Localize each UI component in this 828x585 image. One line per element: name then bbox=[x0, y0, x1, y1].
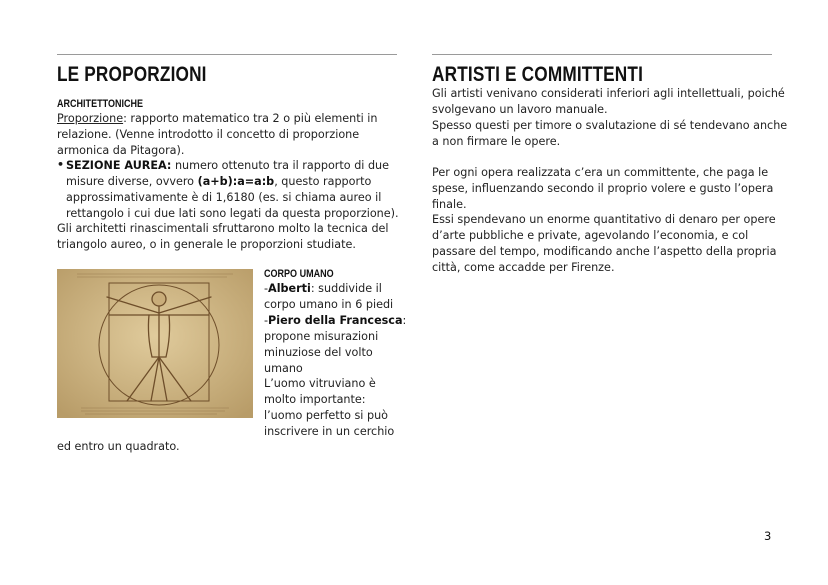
committenti-line-4: Essi spendevano un enorme quantitativo di denaro per opere bbox=[432, 213, 776, 226]
right-divider bbox=[432, 54, 772, 55]
corpo-line-6: umano bbox=[264, 362, 303, 375]
architetti-line-2: triangolo aureo, o in generale le proporzioni studiate. bbox=[57, 238, 356, 251]
proporzione-line-2: relazione. (Venne introdotto il concetto di proporzione bbox=[57, 128, 360, 141]
vitruvian-drawing bbox=[57, 269, 253, 418]
corpo-line-7: L’uomo vitruviano è bbox=[264, 377, 376, 390]
sezione-aurea-line-3: approssimativamente è di 1,6180 (es. si chiama aureo il bbox=[66, 191, 382, 204]
corpo-line-4: propone misurazioni bbox=[264, 330, 379, 343]
artisti-line-2: svolgevano un lavoro manuale. bbox=[432, 103, 608, 116]
proporzione-def: : rapporto matematico tra 2 o più elementi in bbox=[123, 112, 378, 125]
committenti-line-1: Per ogni opera realizzata c’era un committente, che paga le bbox=[432, 166, 769, 179]
piero-line bbox=[264, 313, 406, 329]
proporzione-line-3: armonica da Pitagora). bbox=[57, 144, 185, 157]
right-title: ARTISTI E COMMITTENTI bbox=[432, 63, 644, 86]
sezione-aurea-line-4: rettangolo i cui due lati sono legati da questa proporzione). bbox=[66, 207, 399, 220]
left-title: LE PROPORZIONI bbox=[57, 63, 207, 86]
artisti-line-4: a non firmare le opere. bbox=[432, 135, 561, 148]
corpo-line-5: minuziose del volto bbox=[264, 346, 373, 359]
vitruvian-man-image bbox=[57, 269, 253, 418]
dash-1: - bbox=[264, 282, 269, 295]
corpo-line-11: ed entro un quadrato. bbox=[57, 440, 180, 453]
sezione-aurea-line-2 bbox=[66, 174, 371, 190]
alberti-desc: : suddivide il bbox=[310, 282, 382, 295]
corpo-umano-heading: CORPO UMANO bbox=[264, 268, 334, 280]
architetti-line-1: Gli architetti rinascimentali sfruttarono molto la tecnica del bbox=[57, 222, 389, 235]
artisti-line-1: Gli artisti venivano considerati inferiori agli intellettuali, poiché bbox=[432, 87, 785, 100]
bullet-dot: • bbox=[57, 158, 65, 171]
aurea-formula: (a+b):a=a:b bbox=[197, 175, 275, 188]
committenti-line-3: finale. bbox=[432, 198, 467, 211]
corpo-line-2: corpo umano in 6 piedi bbox=[264, 298, 394, 311]
corpo-line-9: l’uomo perfetto si può bbox=[264, 409, 389, 422]
alberti-line bbox=[264, 281, 382, 297]
piero-name: Piero della Francesca bbox=[268, 314, 403, 327]
committenti-line-5: d’arte pubbliche e private, agevolando l’economia, e col bbox=[432, 229, 749, 242]
sezione-aurea-l2b: , questo rapporto bbox=[274, 175, 372, 188]
proporzione-term: Proporzione bbox=[57, 112, 124, 125]
sezione-aurea-line-1 bbox=[66, 158, 389, 174]
artisti-line-3: Spesso questi per timore o svalutazione di sé tendevano anche bbox=[432, 119, 788, 132]
page-number: 3 bbox=[764, 529, 772, 543]
alberti-name: Alberti bbox=[268, 282, 311, 295]
sezione-aurea-term: SEZIONE AUREA: bbox=[66, 159, 172, 172]
corpo-line-8: molto importante: bbox=[264, 393, 366, 406]
committenti-line-6: passare del tempo, modificando anche l’aspetto della propria bbox=[432, 245, 777, 258]
sezione-aurea-l2a: misure diverse, ovvero bbox=[66, 175, 198, 188]
piero-colon: : bbox=[402, 314, 407, 327]
committenti-line-2: spese, influenzando secondo il proprio volere e gusto l’opera bbox=[432, 182, 774, 195]
proporzione-line-1 bbox=[57, 111, 377, 127]
left-divider bbox=[57, 54, 397, 55]
architettoniche-heading: ARCHITETTONICHE bbox=[57, 98, 144, 110]
sezione-aurea-def: numero ottenuto tra il rapporto di due bbox=[171, 159, 390, 172]
committenti-line-7: città, come accadde per Firenze. bbox=[432, 261, 615, 274]
dash-2: - bbox=[264, 314, 269, 327]
corpo-line-10: inscrivere in un cerchio bbox=[264, 425, 395, 438]
